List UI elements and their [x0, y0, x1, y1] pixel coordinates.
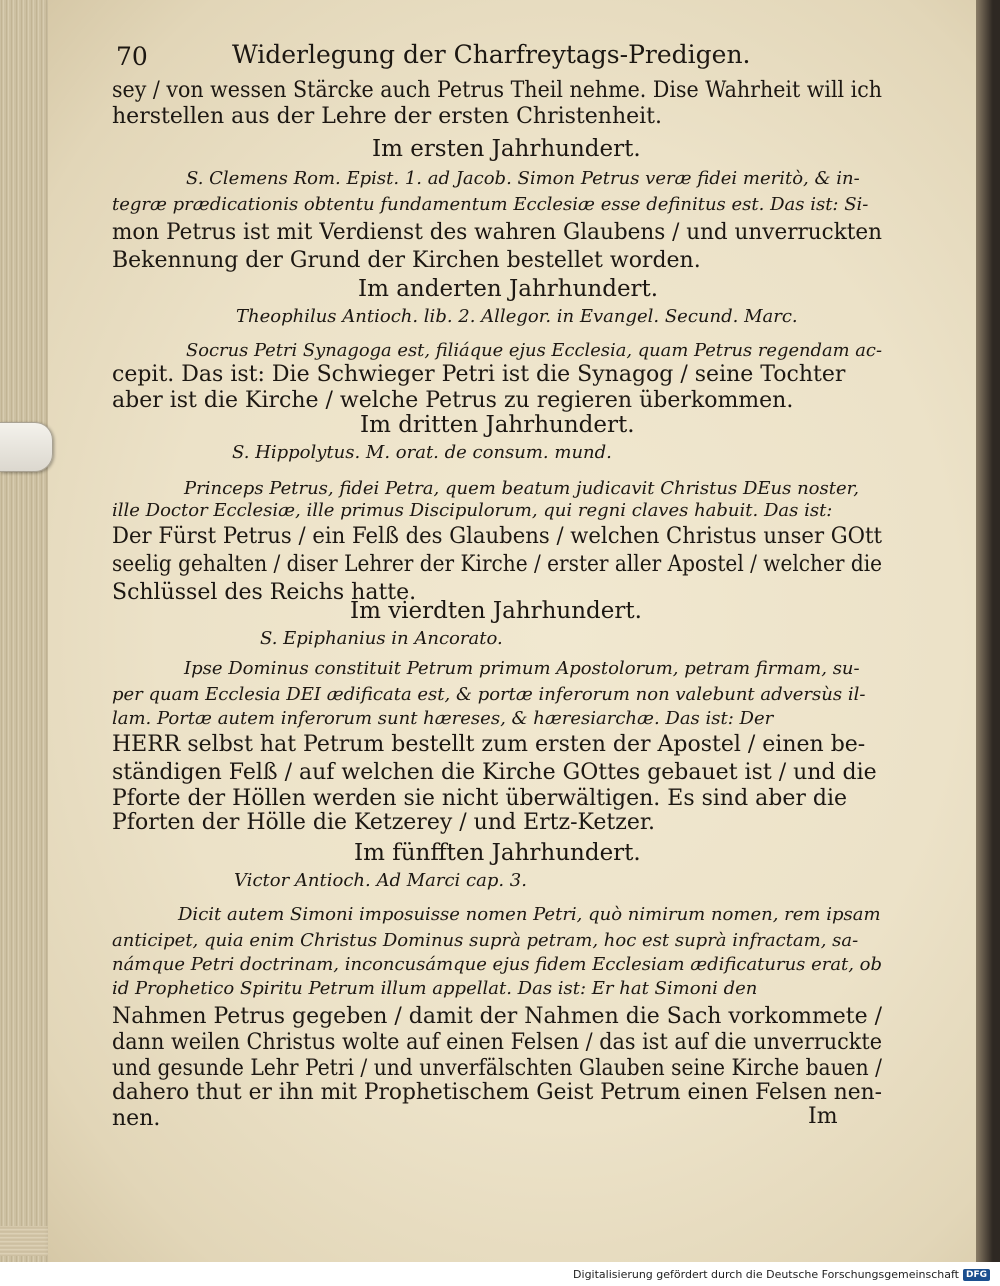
citation-line: S. Clemens Rom. Epist. 1. ad Jacob. Simon Petrus veræ fidei meritò, & in- [186, 168, 860, 189]
page-number: 70 [116, 42, 148, 71]
citation-line: per quam Ecclesia DEI ædificata est, & portæ inferorum non valebunt adversùs il- [112, 684, 866, 705]
bookmark-tab [0, 422, 53, 472]
citation-line: ille Doctor Ecclesiæ, ille primus Discipulorum, qui regni claves habuit. Das ist: [112, 500, 833, 521]
text-line: cepit. Das ist: Die Schwieger Petri ist die Synagog / seine Tochter [112, 362, 846, 387]
text-line: HERR selbst hat Petrum bestellt zum ersten der Apostel / einen be- [112, 732, 866, 757]
footer-credit [573, 1268, 990, 1281]
text-line: Bekennung der Grund der Kirchen bestellet worden. [112, 248, 701, 273]
citation-line: id Prophetico Spiritu Petrum illum appellat. Das ist: Er hat Simoni den [112, 978, 758, 999]
text-line: dahero thut er ihn mit Prophetischem Geist Petrum einen Felsen nen- [112, 1080, 883, 1105]
text-line: ständigen Felß / auf welchen die Kirche GOttes gebauet ist / und die [112, 760, 877, 785]
text-line: aber ist die Kirche / welche Petrus zu regieren überkommen. [112, 388, 794, 413]
citation-line: Dicit autem Simoni imposuisse nomen Petri, quò nimirum nomen, rem ipsam [178, 904, 881, 925]
text-line: seelig gehalten / diser Lehrer der Kirche / erster aller Apostel / welcher die [112, 552, 883, 577]
citation-line: Socrus Petri Synagoga est, filiáque ejus Ecclesia, quam Petrus regendam ac- [186, 340, 883, 361]
section-heading: Im ersten Jahrhundert. [372, 136, 641, 162]
text-line: und gesunde Lehr Petri / und unverfälschten Glauben seine Kirche bauen / [112, 1056, 883, 1081]
footer-credit-text: Digitalisierung gefördert durch die Deutsche Forschungsgemeinschaft [573, 1268, 959, 1281]
citation-line: lam. Portæ autem inferorum sunt hæreses, & hæresiarchæ. Das ist: Der [112, 708, 774, 729]
page-edges-left [0, 0, 48, 1262]
section-heading: Im vierdten Jahrhundert. [350, 598, 642, 624]
text-line: Der Fürst Petrus / ein Felß des Glaubens / welchen Christus unser GOtt [112, 524, 883, 549]
text-line: Pforte der Höllen werden sie nicht überwältigen. Es sind aber die [112, 786, 848, 811]
book-spine [976, 0, 1000, 1262]
citation-line: Princeps Petrus, fidei Petra, quem beatum judicavit Christus DEus noster, [184, 478, 859, 499]
section-heading: Im fünfften Jahrhundert. [354, 840, 641, 866]
text-line: dann weilen Christus wolte auf einen Felsen / das ist auf die unverruckte [112, 1030, 882, 1055]
citation-line: námque Petri doctrinam, inconcusámque ejus fidem Ecclesiam ædificaturus erat, ob [112, 954, 883, 975]
source-reference: S. Hippolytus. M. orat. de consum. mund. [232, 442, 612, 463]
dfg-logo-icon: DFG [963, 1269, 990, 1281]
text-line: Schlüssel des Reichs hatte. [112, 580, 417, 605]
citation-line: tegræ prædicationis obtentu fundamentum Ecclesiæ esse definitus est. Das ist: Si- [112, 194, 869, 215]
section-heading: Im anderten Jahrhundert. [358, 276, 659, 302]
text-line: herstellen aus der Lehre der ersten Christenheit. [112, 104, 663, 129]
text-line: sey / von wessen Stärcke auch Petrus Theil nehme. Dise Wahrheit will ich [112, 78, 883, 103]
citation-line: Ipse Dominus constituit Petrum primum Apostolorum, petram firmam, su- [184, 658, 860, 679]
text-line: Nahmen Petrus gegeben / damit der Nahmen die Sach vorkommete / [112, 1004, 883, 1029]
text-line: mon Petrus ist mit Verdienst des wahren Glaubens / und unverruckten [112, 220, 883, 245]
text-line: Pforten der Hölle die Ketzerey / und Ertz-Ketzer. [112, 810, 655, 835]
source-reference: Theophilus Antioch. lib. 2. Allegor. in Evangel. Secund. Marc. [236, 306, 798, 327]
citation-line: anticipet, quia enim Christus Dominus suprà petram, hoc est suprà infractam, sa- [112, 930, 859, 951]
source-reference: Victor Antioch. Ad Marci cap. 3. [234, 870, 527, 891]
section-heading: Im dritten Jahrhundert. [360, 412, 635, 438]
text-line: nen. [112, 1106, 161, 1131]
catchword: Im [808, 1104, 838, 1129]
running-head: Widerlegung der Charfreytags-Predigen. [232, 40, 751, 69]
source-reference: S. Epiphanius in Ancorato. [260, 628, 503, 649]
